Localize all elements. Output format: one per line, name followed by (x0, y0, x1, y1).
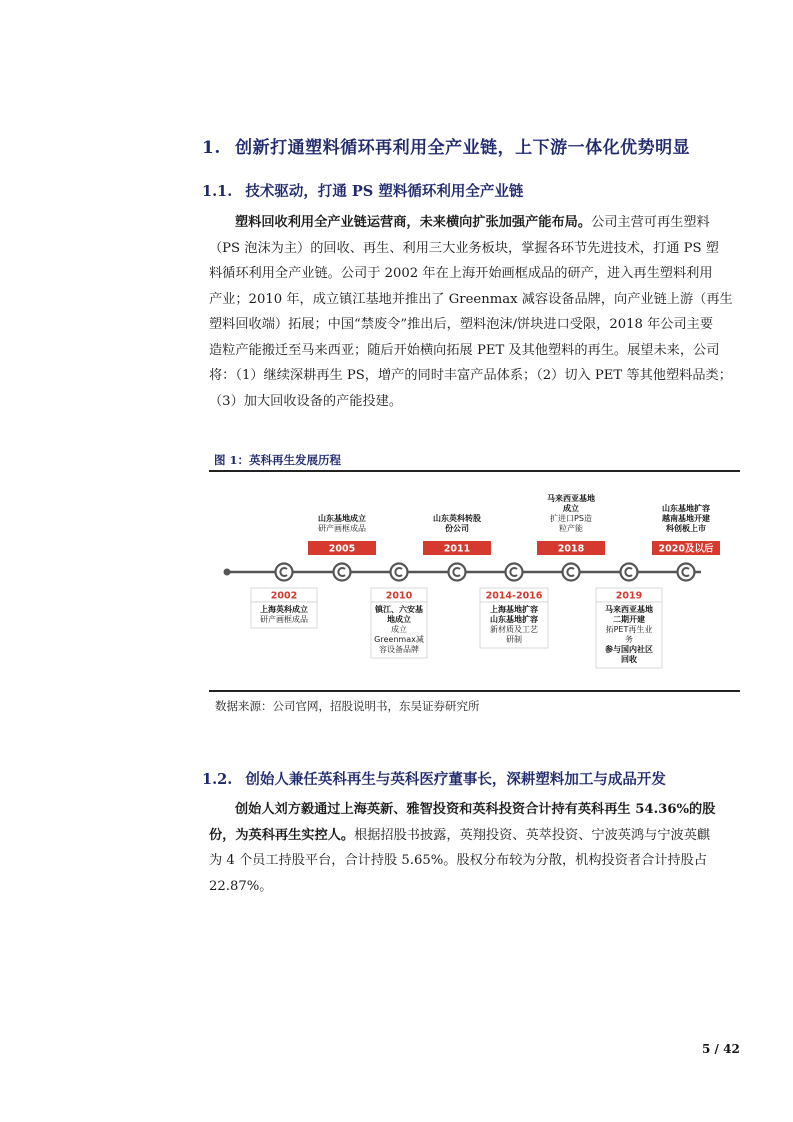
timeline-event-text: 越南基地开建 (662, 514, 710, 523)
figure-bottom-rule (209, 690, 740, 692)
section-1-2-title: 创始人兼任英科再生与英科医疗董事长，深耕塑料加工与成品开发 (245, 771, 666, 788)
paragraph-line: 将：（1）继续深耕再生 PS，增产的同时丰富产品体系；（2）切入 PET 等其他塑料品类； (209, 368, 732, 383)
section-1-1-heading (202, 180, 523, 201)
timeline-event-text: 研产画框成品 (260, 615, 308, 624)
timeline-event-text: 科创板上市 (666, 524, 706, 533)
timeline-event-bottom (371, 588, 427, 658)
timeline-year: 2011 (443, 543, 471, 555)
timeline-event-bottom (251, 588, 317, 628)
timeline-node-icon (276, 564, 293, 581)
timeline-event-text: 粒产能 (559, 524, 583, 533)
timeline-event-text: 镇江、六安基 (375, 605, 423, 614)
page-number: 5 / 42 (702, 1042, 740, 1056)
paragraph-lead: 塑料回收利用全产业链运营商，未来横向扩张加强产能布局。 (235, 215, 592, 230)
timeline-event-text: Greenmax减 (374, 635, 424, 644)
section-1-2-paragraph (209, 797, 740, 899)
timeline-event-text: 成立 (391, 625, 407, 634)
timeline-event-text: 山东基地扩容 (490, 615, 538, 624)
timeline-event-bottom (480, 588, 548, 648)
timeline-event-text: 拓PET再生业 (605, 625, 653, 634)
timeline-event-text: 回收 (621, 655, 637, 664)
paragraph-line: 塑料回收利用全产业链运营商，未来横向扩张加强产能布局。公司主营可再生塑料 (235, 215, 710, 230)
timeline-year: 2010 (385, 590, 413, 602)
timeline-node-icon (334, 564, 351, 581)
timeline-event-top (308, 511, 376, 555)
paragraph-line: 22.87%。 (209, 878, 273, 894)
paragraph-line: （PS 泡沫为主）的回收、再生、利用三大业务板块，掌握各环节先进技术，打通 PS 塑 (209, 240, 719, 256)
timeline-start-dot (224, 569, 231, 576)
paragraph-line: 产业；2010 年，成立镇江基地并推出了 Greenmax 减容设备品牌，向产业链上游（再生 (209, 291, 733, 307)
timeline-year: 2018 (557, 543, 585, 555)
section-1-2-number: 1.2. (202, 771, 233, 788)
timeline-event-text: 研产画框成品 (318, 524, 366, 533)
timeline-year: 2019 (615, 590, 643, 602)
paragraph-line: （3）加大回收设备的产能投建。 (209, 393, 403, 409)
paragraph-line: 造粒产能搬迁至马来西亚；随后开始横向拓展 PET 及其他塑料的再生。展望未来，公司 (209, 342, 720, 358)
timeline-event-text: 马来西亚基地 (605, 605, 653, 614)
paragraph-line: 料循环利用全产业链。公司于 2002 年在上海开始画框成品的研产，进入再生塑料利用 (209, 266, 713, 281)
timeline-event-text: 山东英科转股 (433, 514, 481, 523)
timeline-node-icon (678, 564, 695, 581)
section-1-number: 1. (202, 138, 221, 158)
timeline-event-text: 新材质及工艺 (490, 625, 538, 634)
timeline-event-top (423, 511, 491, 555)
timeline-event-top (652, 501, 720, 555)
timeline-event-bottom (596, 588, 662, 668)
timeline-event-text: 马来西亚基地 (547, 494, 595, 503)
section-1-heading (202, 133, 690, 158)
timeline-event-text: 山东基地成立 (318, 514, 366, 523)
figure-source: 数据来源：公司官网，招股说明书，东吴证券研究所 (215, 699, 480, 713)
timeline-event-text: 务 (625, 635, 633, 644)
timeline-event-text: 上海基地扩容 (490, 605, 538, 614)
paragraph-line: 份，为英科再生实控人。根据招股书披露，英翔投资、英萃投资、宁波英鸿与宁波英麒 (209, 827, 711, 843)
figure-top-rule (209, 470, 740, 472)
timeline-event-text: 扩进口PS造 (550, 514, 592, 523)
section-1-1-paragraph (209, 210, 740, 414)
timeline-event-text: 容设备品牌 (379, 645, 419, 654)
timeline-node-icon (563, 564, 580, 581)
timeline-year: 2005 (328, 543, 356, 555)
section-1-1-title: 技术驱动，打通 PS 塑料循环利用全产业链 (245, 183, 524, 200)
timeline-year: 2014-2016 (485, 590, 543, 602)
section-1-2-heading (202, 768, 666, 789)
timeline-event-text: 上海英科成立 (260, 605, 308, 614)
section-1-1-number: 1.1. (202, 183, 233, 200)
timeline-node-icon (391, 564, 408, 581)
timeline-year: 2002 (270, 590, 298, 602)
timeline-event-text: 参与国内社区 (605, 645, 653, 654)
timeline-event-text: 山东基地扩容 (662, 504, 710, 513)
timeline-event-text: 地成立 (387, 615, 411, 624)
paragraph-line: 创始人刘方毅通过上海英新、雅智投资和英科投资合计持有英科再生 54.36%的股 (235, 802, 716, 817)
timeline-node-icon (621, 564, 638, 581)
timeline-event-text: 成立 (563, 504, 579, 513)
paragraph-line: 塑料回收端）拓展；中国“禁废令”推出后，塑料泡沫/饼块进口受限，2018 年公司主要 (209, 317, 714, 332)
section-1-title: 创新打通塑料循环再利用全产业链，上下游一体化优势明显 (235, 138, 691, 158)
timeline-event-text: 研制 (506, 635, 522, 644)
figure-1-title: 图 1：英科再生发展历程 (214, 453, 342, 467)
paragraph-line: 为 4 个员工持股平台，合计持股 5.65%。股权分布较为分散，机构投资者合计持股占 (209, 853, 708, 868)
timeline-figure (209, 478, 740, 690)
timeline-event-text: 份公司 (445, 524, 469, 533)
timeline-node-icon (506, 564, 523, 581)
timeline-node-icon (449, 564, 466, 581)
timeline-year: 2020及以后 (658, 543, 714, 555)
timeline-event-text: 二期开建 (613, 615, 645, 624)
timeline-event-top (537, 491, 605, 555)
